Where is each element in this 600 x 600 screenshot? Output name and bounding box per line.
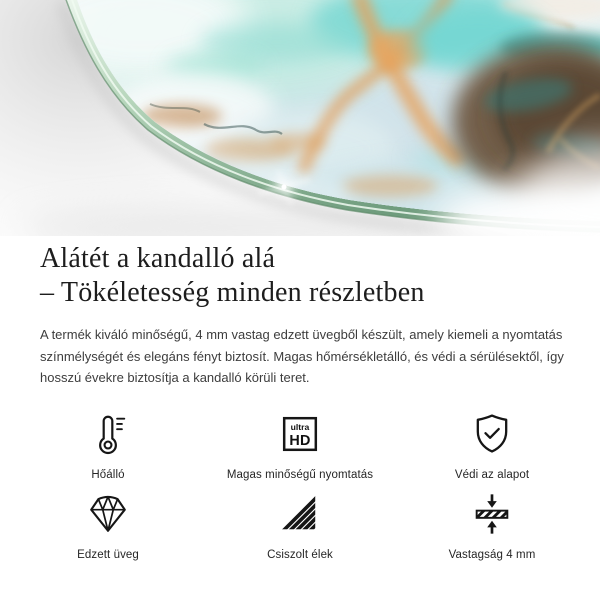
ultra-hd-badge-top: ultra (290, 421, 310, 432)
hero-section (0, 0, 600, 236)
feature-thickness (396, 491, 588, 561)
description-line: hosszú évekre biztosítja a kandalló körüli teret. (40, 370, 310, 385)
description-line: A termék kiváló minőségű, 4 mm vastag edzett üvegből készült, amely kiemeli a nyomtatás (40, 327, 563, 342)
page-title-line1: Alátét a kandalló alá (40, 243, 276, 274)
feature-label: Magas minőségű nyomtatás (226, 468, 374, 481)
feature-label: Védi az alapot (454, 468, 530, 481)
feature-grid (0, 411, 600, 561)
feature-print-quality (204, 411, 396, 481)
glass-plate-image (0, 0, 600, 236)
description-line: színmélységét és elegáns fényt biztosít. Magas hőmérsékletálló, és védi a sérülésektől, így (40, 348, 564, 364)
product-description (40, 324, 575, 389)
feature-label: Edzett üveg (77, 548, 139, 561)
shield-check-icon (469, 411, 515, 457)
ultra-hd-badge-bottom: HD (289, 432, 311, 449)
product-info-section (0, 242, 600, 389)
feature-polished-edges (204, 491, 396, 561)
feature-base-protection (396, 411, 588, 481)
feature-label: Vastagság 4 mm (448, 548, 536, 561)
ultra-hd-icon (277, 411, 323, 457)
page-title-line2: – Tökéletesség minden részletben (40, 277, 425, 308)
feature-heat-resistant (12, 411, 204, 481)
diamond-icon (85, 491, 131, 537)
feature-label: Csiszolt élek (267, 548, 333, 561)
feature-tempered-glass (12, 491, 204, 561)
thermometer-icon (85, 411, 131, 457)
feature-label: Hőálló (91, 468, 125, 481)
thickness-icon (469, 491, 515, 537)
beveled-edges-icon (277, 491, 323, 537)
page-title (40, 242, 575, 310)
